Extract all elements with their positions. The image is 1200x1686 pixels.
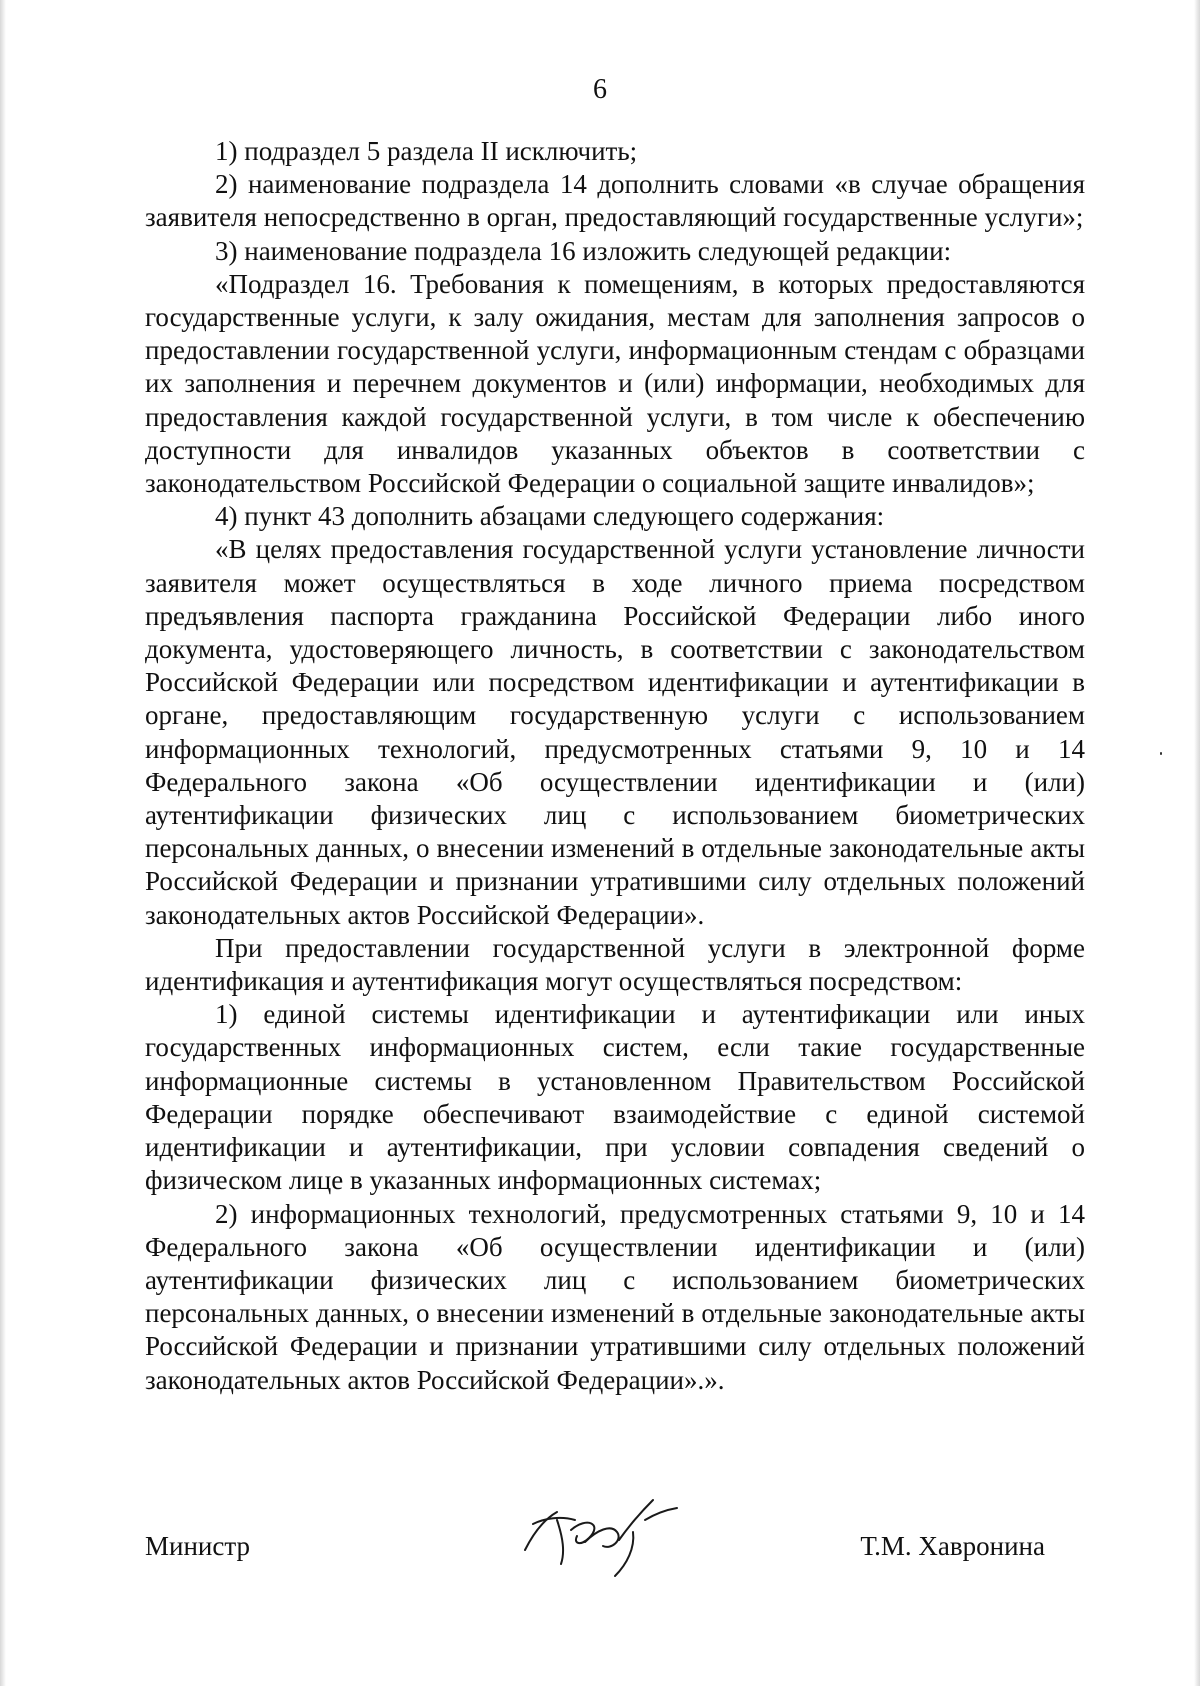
page-number: 6 bbox=[593, 74, 607, 105]
paragraph-2: 2) наименование подраздела 14 дополнить словами «в случае обращения заявителя непосредственно в орган, предоставляющий государственные услуги»; bbox=[145, 169, 1085, 233]
signature-block bbox=[145, 1490, 1085, 1610]
paragraph-4: «Подраздел 16. Требования к помещениям, в которых предоставляются государственные услуги, к залу ожидания, местам для заполнения запросов о предоставлении государственной услуги, информационным стендам с образцами их заполнения и перечнем документов и (или) информации, необходимых для предоставления каждой государственной услуги, в том числе к обеспечению доступности для инвалидов указанных объектов в соответствии с законодательством Российской Федерации о социальной защите инвалидов»; bbox=[145, 268, 1085, 499]
paragraph-6: «В целях предоставления государственной услуги установление личности заявителя может осуществляться в ходе личного приема посредством предъявления паспорта гражданина Российской Федерации либо иного документа, удостоверяющего личность, в соответствии с законодательством Российской Федерации или посредством идентификации и аутентификации в органе, предоставляющим государственную услуги с использованием информационных технологий, предусмотренных статьями 9, 10 и 14 Федерального закона «Об осуществлении идентификации и (или) аутентификации физических лиц с использованием биометрических персональных данных, о внесении изменений в отдельные законодательные акты Российской Федерации и признании утратившими силу отдельных положений законодательных актов Российской Федерации». bbox=[145, 534, 1085, 930]
scan-speck bbox=[1160, 752, 1162, 755]
signer-name: Т.М. Хавронина bbox=[860, 1531, 1045, 1561]
signer-position: Министр bbox=[145, 1531, 250, 1561]
handwritten-signature bbox=[515, 1490, 695, 1580]
scan-edge-left bbox=[0, 0, 6, 1686]
scan-edge-right bbox=[1194, 0, 1200, 1686]
paragraph-7: При предоставлении государственной услуги в электронной форме идентификация и аутентификация могут осуществляться посредством: bbox=[145, 932, 1085, 997]
paragraph-9: 2) информационных технологий, предусмотренных статьями 9, 10 и 14 Федерального закона «Об осуществлении идентификации и (или) аутентификации физических лиц с использованием биометрических персональных данных, о внесении изменений в отдельные законодательные акты Российской Федерации и признании утратившими силу отдельных положений законодательных актов Российской Федерации».». bbox=[145, 1198, 1085, 1395]
paragraph-3: 3) наименование подраздела 16 изложить следующей редакции: bbox=[215, 235, 952, 266]
paragraph-1: 1) подраздел 5 раздела II исключить; bbox=[215, 136, 638, 166]
paragraph-8: 1) единой системы идентификации и аутентификации или иных государственных информационных систем, если такие государственные информационные системы в установленном Правительством Российской Федерации порядке обеспечивают взаимодействие с единой системой идентификации и аутентификации, при условии совпадения сведений о физическом лице в указанных информационных системах; bbox=[145, 999, 1085, 1196]
document-body bbox=[145, 135, 1085, 1397]
paragraph-5: 4) пункт 43 дополнить абзацами следующего содержания: bbox=[215, 501, 885, 532]
